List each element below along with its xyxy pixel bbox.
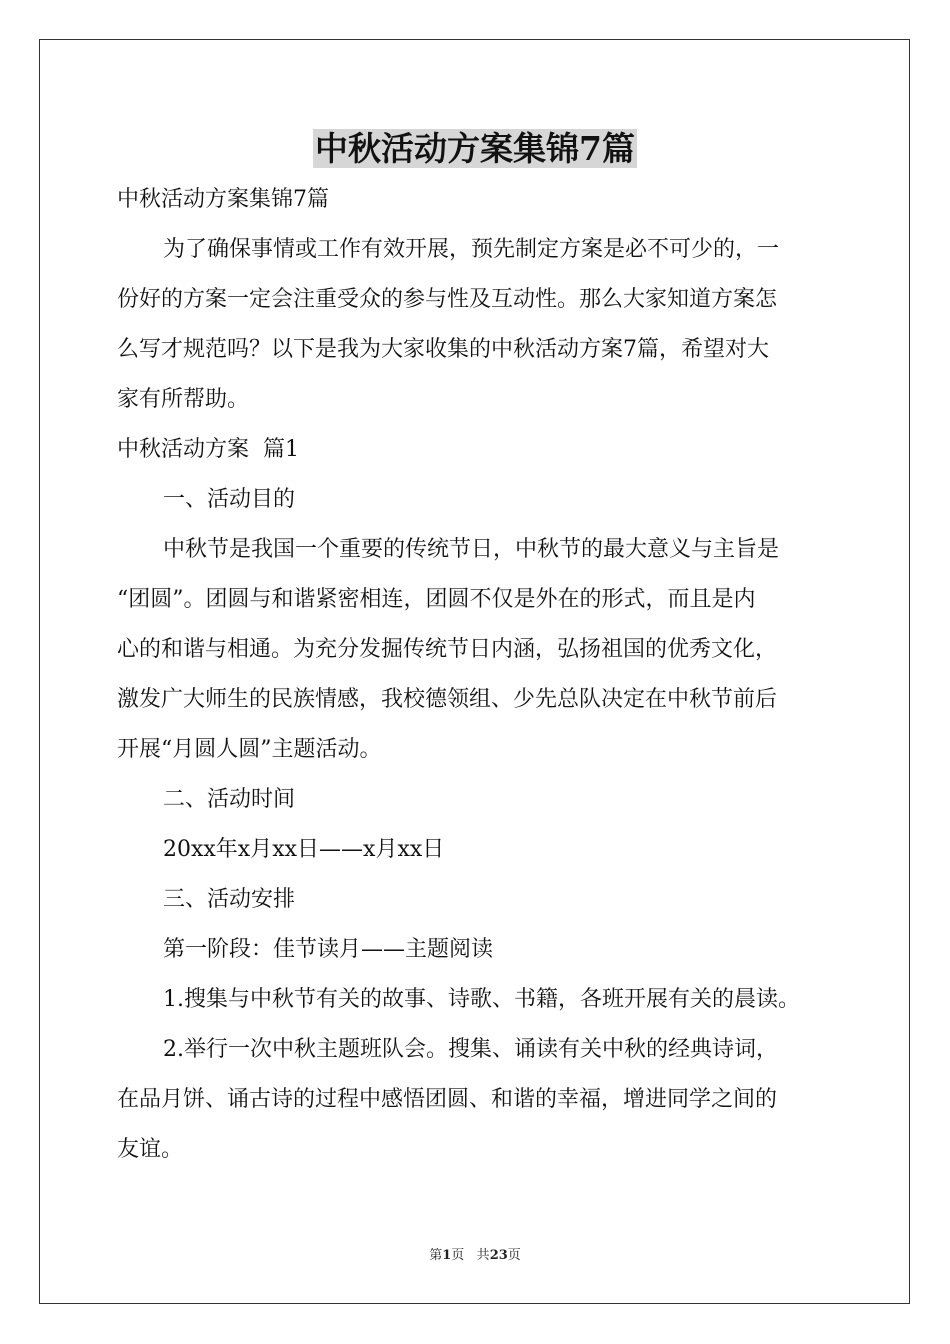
paragraph-line: 第一阶段：佳节读月——主题阅读	[163, 937, 494, 962]
footer-total-pages: 23	[489, 1248, 508, 1263]
subsection-heading: 二、活动时间	[163, 787, 296, 812]
paragraph-line: 份好的方案一定会注重受众的参与性及互动性。那么大家知道方案怎	[117, 287, 778, 312]
paragraph-line: 友谊。	[117, 1137, 184, 1162]
paragraph-line: 家有所帮助。	[117, 387, 250, 412]
footer-page-number: 1	[442, 1248, 452, 1263]
subsection-heading: 一、活动目的	[163, 487, 296, 512]
page-footer	[0, 1247, 950, 1265]
footer-prefix: 第	[429, 1248, 443, 1263]
paragraph-line: 中秋节是我国一个重要的传统节日，中秋节的最大意义与主旨是	[163, 537, 780, 562]
section-heading: 中秋活动方案 篇1	[117, 437, 299, 462]
paragraph-line: 心的和谐与相通。为充分发掘传统节日内涵，弘扬祖国的优秀文化，	[117, 637, 778, 662]
subsection-heading: 三、活动安排	[163, 887, 296, 912]
footer-page-suffix: 页	[451, 1248, 465, 1263]
list-item: 1.搜集与中秋节有关的故事、诗歌、书籍，各班开展有关的晨读。	[163, 987, 800, 1012]
paragraph-line: 20xx年x月xx日——x月xx日	[163, 837, 445, 862]
paragraph-line: 为了确保事情或工作有效开展，预先制定方案是必不可少的，一	[163, 237, 780, 262]
document-title-text: 中秋活动方案集锦7篇	[315, 129, 635, 168]
footer-total-suffix: 页	[507, 1248, 521, 1263]
subtitle-line: 中秋活动方案集锦7篇	[117, 187, 329, 212]
document-title	[0, 126, 950, 172]
paragraph-line: 开展“月圆人圆”主题活动。	[117, 737, 382, 762]
footer-total-prefix: 共	[476, 1248, 490, 1263]
list-item: 2.举行一次中秋主题班队会。搜集、诵读有关中秋的经典诗词，	[163, 1037, 778, 1062]
paragraph-line: “团圆”。团圆与和谐紧密相连，团圆不仅是外在的形式，而且是内	[117, 587, 756, 612]
paragraph-line: 在品月饼、诵古诗的过程中感悟团圆、和谐的幸福，增进同学之间的	[117, 1087, 778, 1112]
paragraph-line: 激发广大师生的民族情感，我校德领组、少先总队决定在中秋节前后	[117, 687, 778, 712]
paragraph-line: 么写才规范吗？以下是我为大家收集的中秋活动方案7篇，希望对大	[117, 337, 769, 362]
